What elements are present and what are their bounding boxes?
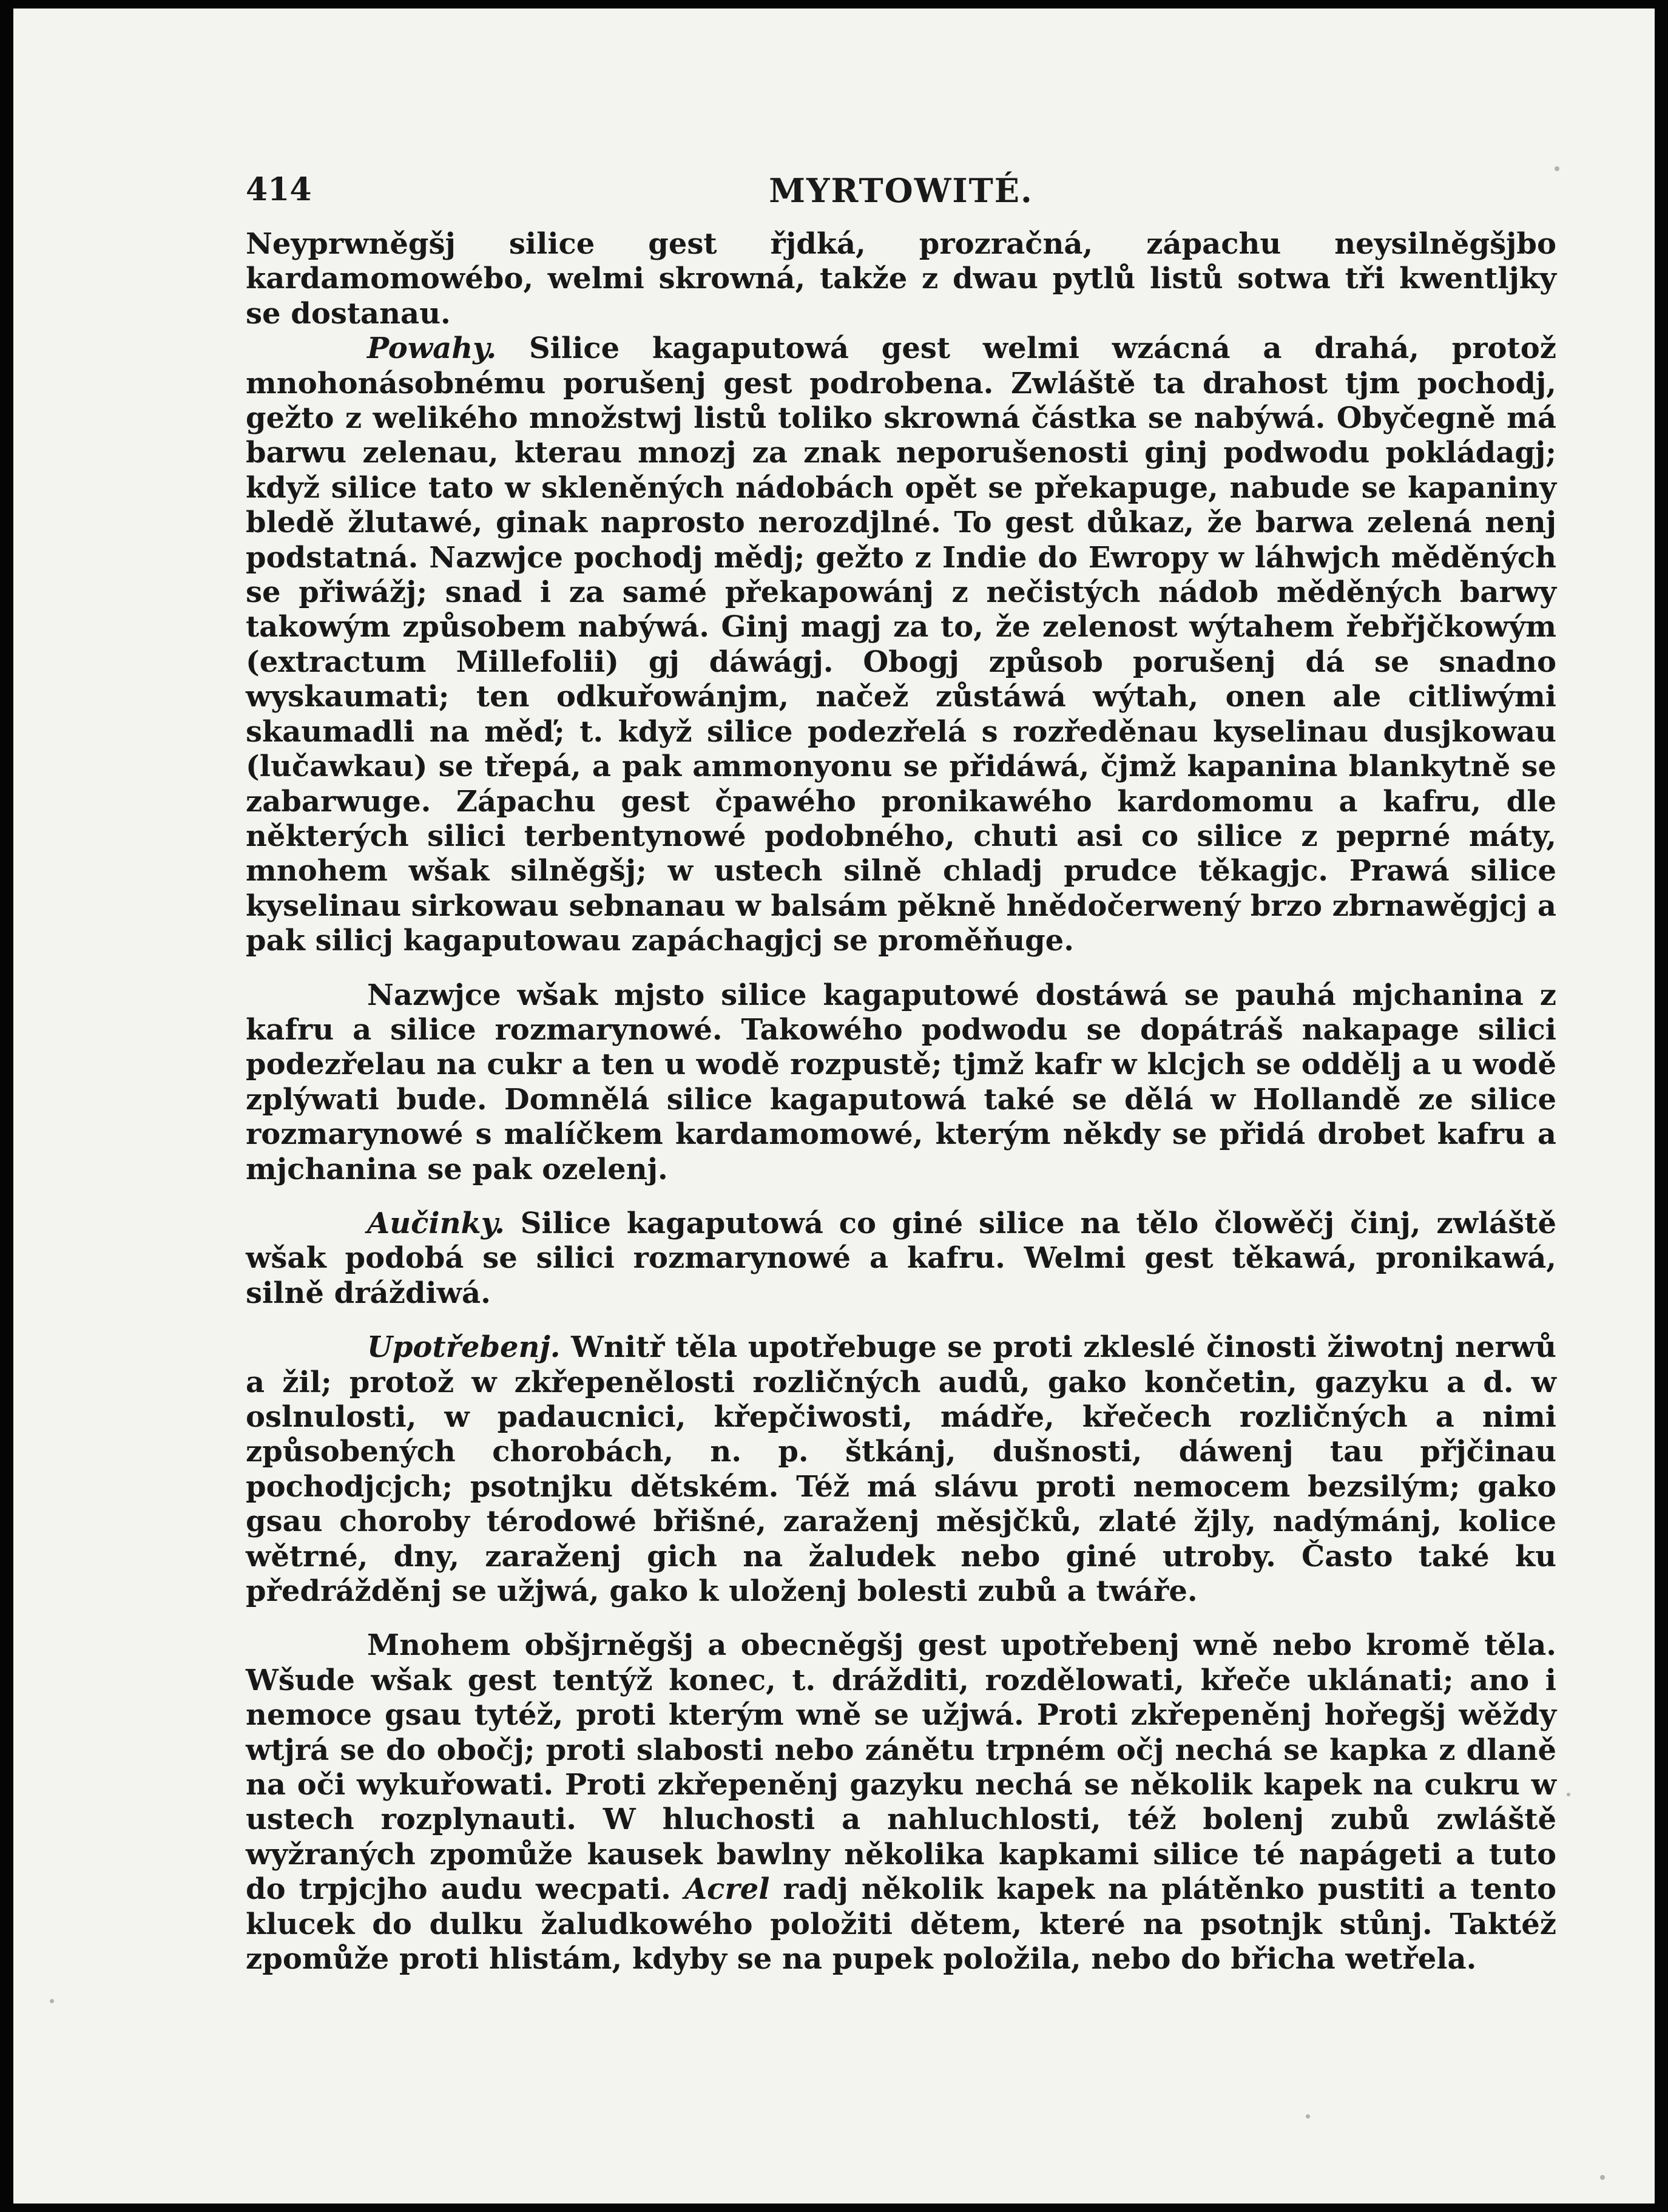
page-number: 414 [246,171,312,208]
paragraph-powahy [246,331,1556,958]
paragraph-text: Neyprwněgšj silice gest řjdká, prozračná, zápachu neysilněgšjbo kardamomowébo, welmi skrowná, takže z dwau pytlů listů sotwa tři kwentljky se dostanau. [246,227,1556,331]
paragraph-text: Mnohem obšjrněgšj a obecněgšj gest upotřebenj wně nebo kromě těla. Wšude wšak gest tentýž konec, t. drážditi, rozdělowati, křeče uklánati; ano i nemoce gsau tytéž, proti kterým wně se užjwá. Proti zkřepeněnj hořegšj wěždy wtjrá se do obočj; proti slabosti nebo zánětu trpném očj nechá se kapka z dlaně na oči wykuřowati. Proti zkřepeněnj gazyku nechá se několik kapek na cukru w ustech rozplynauti. W hluchosti a nahluchlosti, též bolenj zubů zwláště wyžraných zpomůže kausek bawlny několika kapkami silice té napágeti a tuto do trpjcjho audu wecpati. [246,1628,1556,1907]
section-label: Aučinky. [367,1206,505,1240]
paragraph-intro [246,227,1556,331]
paragraph-text: radj několik kapek na plátěnko pustiti a tento klucek do dulku žaludkowého položiti dětem, které na psotnjk stůnj. Taktéž zpomůže proti hlistám, kdyby se na pupek položila, nebo do břicha wetřela. [246,1872,1557,1977]
section-label: Powahy. [367,331,497,366]
paragraph-text: Silice kagaputowá gest welmi wzácná a drahá, protož mnohonásobnému porušenj gest podrobena. Zwláště ta drahost tjm pochodj, gežto z welikého množstwj listů toliko skrowná částka se nabýwá. Obyčegně má barwu zelenau, kterau mnozj za znak neporušenosti ginj podwodu pokládagj; když silice tato w skleněných nádobách opět se překapuge, nabude se kapaniny bledě žlutawé, ginak naprosto nerozdjlné. To gest důkaz, že barwa zelená nenj podstatná. Nazwjce pochodj mědj; gežto z Indie do Ewropy w láhwjch měděných se přiwážj; snad i za samé překapowánj z nečistých nádob měděných barwy takowým způsobem nabýwá. Ginj magj za to, že zelenost wýtahem řebřjčkowým (extractum Millefolii) gj dáwágj. Obogj způsob porušenj dá se snadno wyskaumati; ten odkuřowánjm, načež zůstáwá wýtah, onen ale citliwými skaumadli na měď; t. když silice podezřelá s rozředěnau kyselinau dusjkowau (lučawkau) se třepá, a pak ammonyonu se přidáwá, čjmž kapanina blankytně se zabarwuge. Zápachu gest čpawého pronikawého kardomomu a kafru, dle některých silici terbentynowé podobného, chuti asi co silice z peprné máty, mnohem wšak silněgšj; w ustech silně chladj prudce těkagjc. Prawá silice kyselinau sirkowau sebnanau w balsám pěkně hnědočerwený brzo zbrnawěgjcj a pak silicj kagaputowau zapáchagjcj se proměňuge. [246,331,1556,958]
paper-speck [1306,2114,1310,2119]
paragraph-text: Nazwjce wšak mjsto silice kagaputowé dostáwá se pauhá mjchanina z kafru a silice rozmarynowé. Takowého podwodu se dopátráš nakapage silici podezřelau na cukr a ten u wodě rozpustě; tjmž kafr w klcjch se oddělj a u wodě zplýwati bude. Domnělá silice kagaputowá také se dělá w Hollandě ze silice rozmarynowé s malíčkem kardamomowé, kterým někdy se přidá drobet kafru a mjchanina se pak ozelenj. [246,978,1556,1186]
section-label: Upotřebenj. [367,1330,561,1365]
running-title: MYRTOWITÉ. [769,171,1033,210]
paper-speck [1600,2175,1605,2180]
paragraph-text: Wnitř těla upotřebuge se proti zkleslé činosti žiwotnj nerwů a žil; protož w zkřepenělosti rozličných audů, gako končetin, gazyku a d. w oslnulosti, w padaucnici, křepčiwosti, mádře, křečech rozličných a nimi způsobených chorobách, n. p. štkánj, dušnosti, dáwenj tau přjčinau pochodjcjch; psotnjku dětském. Též má slávu proti nemocem bezsilým; gako gsau choroby térodowé břišné, zaraženj měsjčků, zlaté žjly, nadýmánj, kolice wětrné, dny, zaraženj gich na žaludek nebo giné utroby. Často také ku předrážděnj se užjwá, gako k uloženj bolesti zubů a twáře. [246,1330,1556,1609]
paragraph-text: Silice kagaputowá co giné silice na tělo člowěčj činj, zwláště wšak podobá se silici rozmarynowé a kafru. Welmi gest těkawá, pronikawá, silně dráždiwá. [246,1206,1556,1310]
paragraph-aucinky [246,1206,1556,1311]
page-body [246,227,1556,1977]
book-page [13,8,1655,2204]
paragraph-upotrebeni [246,1330,1556,1609]
author-reference: Acrel [684,1872,770,1907]
page-header [246,167,1556,216]
paragraph-external-use [246,1628,1556,1977]
paragraph-adulteration [246,978,1556,1187]
paper-speck [1567,1793,1570,1796]
paper-speck [50,1999,54,2003]
